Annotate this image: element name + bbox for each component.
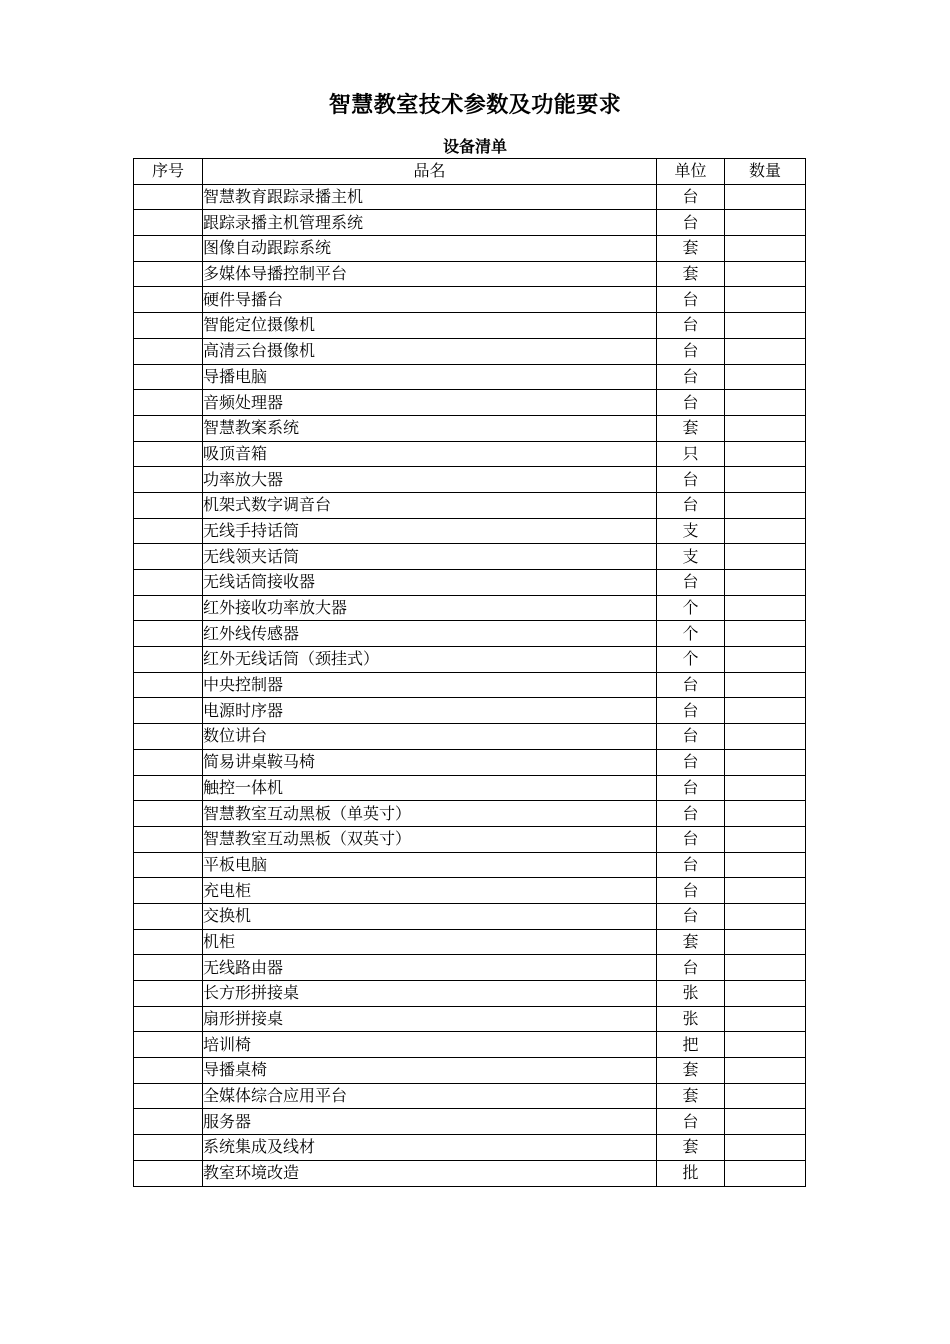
- table-row: [134, 492, 806, 518]
- quantity-cell: [725, 236, 806, 262]
- quantity-cell: [725, 261, 806, 287]
- unit-cell: 支: [657, 544, 725, 570]
- table-row: [134, 1006, 806, 1032]
- item-name-cell: 高清云台摄像机: [203, 338, 657, 364]
- serial-no-cell: [134, 570, 203, 596]
- quantity-cell: [725, 415, 806, 441]
- unit-cell: 台: [657, 390, 725, 416]
- unit-cell: 台: [657, 801, 725, 827]
- item-name-cell: 音频处理器: [203, 390, 657, 416]
- quantity-cell: [725, 955, 806, 981]
- item-name-cell: 全媒体综合应用平台: [203, 1083, 657, 1109]
- quantity-cell: [725, 595, 806, 621]
- table-row: [134, 1032, 806, 1058]
- quantity-cell: [725, 492, 806, 518]
- quantity-cell: [725, 287, 806, 313]
- serial-no-cell: [134, 184, 203, 210]
- quantity-cell: [725, 826, 806, 852]
- unit-cell: 台: [657, 852, 725, 878]
- unit-cell: 台: [657, 210, 725, 236]
- section-subtitle: 设备清单: [442, 137, 507, 156]
- table-row: [134, 595, 806, 621]
- quantity-cell: [725, 698, 806, 724]
- item-name-cell: 长方形拼接桌: [203, 981, 657, 1007]
- table-row: [134, 261, 806, 287]
- unit-cell: 批: [657, 1160, 725, 1186]
- quantity-cell: [725, 1032, 806, 1058]
- table-row: [134, 826, 806, 852]
- serial-no-cell: [134, 852, 203, 878]
- unit-cell: 台: [657, 570, 725, 596]
- serial-no-cell: [134, 364, 203, 390]
- serial-no-cell: [134, 1160, 203, 1186]
- table-row: [134, 672, 806, 698]
- quantity-cell: [725, 724, 806, 750]
- table-row: [134, 467, 806, 493]
- item-name-cell: 无线手持话筒: [203, 518, 657, 544]
- item-name-cell: 扇形拼接桌: [203, 1006, 657, 1032]
- table-row: [134, 338, 806, 364]
- table-row: [134, 775, 806, 801]
- item-name-cell: 红外接收功率放大器: [203, 595, 657, 621]
- unit-cell: 套: [657, 261, 725, 287]
- table-row: [134, 287, 806, 313]
- table-row: [134, 236, 806, 262]
- quantity-cell: [725, 441, 806, 467]
- table-row: [134, 749, 806, 775]
- page-title: 智慧教室技术参数及功能要求: [328, 93, 622, 118]
- serial-no-cell: [134, 1032, 203, 1058]
- quantity-cell: [725, 801, 806, 827]
- serial-no-cell: [134, 236, 203, 262]
- quantity-cell: [725, 364, 806, 390]
- quantity-cell: [725, 467, 806, 493]
- quantity-cell: [725, 672, 806, 698]
- table-row: [134, 878, 806, 904]
- item-name-cell: 中央控制器: [203, 672, 657, 698]
- item-name-cell: 跟踪录播主机管理系统: [203, 210, 657, 236]
- item-name-cell: 功率放大器: [203, 467, 657, 493]
- unit-cell: 套: [657, 1135, 725, 1161]
- table-row: [134, 955, 806, 981]
- table-row: [134, 852, 806, 878]
- serial-no-cell: [134, 544, 203, 570]
- table-row: [134, 724, 806, 750]
- equipment-table: [133, 158, 806, 1187]
- table-row: [134, 929, 806, 955]
- unit-cell: 台: [657, 467, 725, 493]
- unit-cell: 只: [657, 441, 725, 467]
- quantity-cell: [725, 647, 806, 673]
- table-row: [134, 313, 806, 339]
- quantity-cell: [725, 184, 806, 210]
- quantity-cell: [725, 544, 806, 570]
- quantity-cell: [725, 570, 806, 596]
- unit-cell: 把: [657, 1032, 725, 1058]
- serial-no-cell: [134, 1135, 203, 1161]
- unit-cell: 台: [657, 903, 725, 929]
- unit-cell: 台: [657, 184, 725, 210]
- unit-cell: 台: [657, 492, 725, 518]
- quantity-cell: [725, 852, 806, 878]
- header-quantity: 数量: [725, 159, 806, 185]
- quantity-cell: [725, 775, 806, 801]
- table-row: [134, 210, 806, 236]
- serial-no-cell: [134, 492, 203, 518]
- item-name-cell: 红外无线话筒（颈挂式）: [203, 647, 657, 673]
- item-name-cell: 机柜: [203, 929, 657, 955]
- unit-cell: 个: [657, 621, 725, 647]
- table-row: [134, 1083, 806, 1109]
- item-name-cell: 智慧教室互动黑板（双英寸）: [203, 826, 657, 852]
- quantity-cell: [725, 929, 806, 955]
- item-name-cell: 触控一体机: [203, 775, 657, 801]
- table-row: [134, 1160, 806, 1186]
- serial-no-cell: [134, 595, 203, 621]
- unit-cell: 台: [657, 826, 725, 852]
- item-name-cell: 系统集成及线材: [203, 1135, 657, 1161]
- serial-no-cell: [134, 981, 203, 1007]
- item-name-cell: 图像自动跟踪系统: [203, 236, 657, 262]
- item-name-cell: 导播电脑: [203, 364, 657, 390]
- quantity-cell: [725, 1083, 806, 1109]
- unit-cell: 个: [657, 595, 725, 621]
- serial-no-cell: [134, 415, 203, 441]
- quantity-cell: [725, 1160, 806, 1186]
- quantity-cell: [725, 1006, 806, 1032]
- quantity-cell: [725, 1109, 806, 1135]
- serial-no-cell: [134, 338, 203, 364]
- serial-no-cell: [134, 878, 203, 904]
- unit-cell: 台: [657, 338, 725, 364]
- item-name-cell: 智慧教案系统: [203, 415, 657, 441]
- unit-cell: 台: [657, 698, 725, 724]
- serial-no-cell: [134, 724, 203, 750]
- serial-no-cell: [134, 313, 203, 339]
- serial-no-cell: [134, 210, 203, 236]
- item-name-cell: 无线领夹话筒: [203, 544, 657, 570]
- serial-no-cell: [134, 441, 203, 467]
- item-name-cell: 充电柜: [203, 878, 657, 904]
- table-row: [134, 1135, 806, 1161]
- quantity-cell: [725, 621, 806, 647]
- item-name-cell: 硬件导播台: [203, 287, 657, 313]
- quantity-cell: [725, 749, 806, 775]
- item-name-cell: 平板电脑: [203, 852, 657, 878]
- unit-cell: 台: [657, 1109, 725, 1135]
- table-row: [134, 903, 806, 929]
- unit-cell: 套: [657, 415, 725, 441]
- table-row: [134, 1058, 806, 1084]
- item-name-cell: 红外线传感器: [203, 621, 657, 647]
- unit-cell: 张: [657, 1006, 725, 1032]
- table-row: [134, 441, 806, 467]
- unit-cell: 张: [657, 981, 725, 1007]
- item-name-cell: 智慧教育跟踪录播主机: [203, 184, 657, 210]
- unit-cell: 台: [657, 878, 725, 904]
- quantity-cell: [725, 1135, 806, 1161]
- unit-cell: 台: [657, 287, 725, 313]
- unit-cell: 台: [657, 775, 725, 801]
- serial-no-cell: [134, 1006, 203, 1032]
- unit-cell: 台: [657, 955, 725, 981]
- header-row: [134, 159, 806, 185]
- item-name-cell: 智能定位摄像机: [203, 313, 657, 339]
- unit-cell: 个: [657, 647, 725, 673]
- serial-no-cell: [134, 749, 203, 775]
- unit-cell: 台: [657, 724, 725, 750]
- quantity-cell: [725, 878, 806, 904]
- table-body: [134, 184, 806, 1186]
- table-row: [134, 544, 806, 570]
- table-row: [134, 184, 806, 210]
- unit-cell: 套: [657, 929, 725, 955]
- quantity-cell: [725, 903, 806, 929]
- table-header: [134, 159, 806, 185]
- quantity-cell: [725, 313, 806, 339]
- quantity-cell: [725, 338, 806, 364]
- quantity-cell: [725, 390, 806, 416]
- item-name-cell: 数位讲台: [203, 724, 657, 750]
- table-row: [134, 1109, 806, 1135]
- quantity-cell: [725, 981, 806, 1007]
- serial-no-cell: [134, 801, 203, 827]
- header-serial-no: 序号: [134, 159, 203, 185]
- table-row: [134, 518, 806, 544]
- header-unit: 单位: [657, 159, 725, 185]
- unit-cell: 套: [657, 236, 725, 262]
- item-name-cell: 简易讲桌鞍马椅: [203, 749, 657, 775]
- item-name-cell: 教室环境改造: [203, 1160, 657, 1186]
- serial-no-cell: [134, 1083, 203, 1109]
- unit-cell: 台: [657, 749, 725, 775]
- serial-no-cell: [134, 518, 203, 544]
- table-row: [134, 981, 806, 1007]
- item-name-cell: 无线路由器: [203, 955, 657, 981]
- serial-no-cell: [134, 826, 203, 852]
- unit-cell: 台: [657, 313, 725, 339]
- serial-no-cell: [134, 775, 203, 801]
- table-row: [134, 698, 806, 724]
- item-name-cell: 机架式数字调音台: [203, 492, 657, 518]
- serial-no-cell: [134, 903, 203, 929]
- table-row: [134, 621, 806, 647]
- serial-no-cell: [134, 929, 203, 955]
- unit-cell: 套: [657, 1083, 725, 1109]
- unit-cell: 套: [657, 1058, 725, 1084]
- item-name-cell: 培训椅: [203, 1032, 657, 1058]
- unit-cell: 台: [657, 672, 725, 698]
- item-name-cell: 服务器: [203, 1109, 657, 1135]
- serial-no-cell: [134, 1109, 203, 1135]
- table-row: [134, 570, 806, 596]
- serial-no-cell: [134, 955, 203, 981]
- table-row: [134, 415, 806, 441]
- item-name-cell: 电源时序器: [203, 698, 657, 724]
- item-name-cell: 无线话筒接收器: [203, 570, 657, 596]
- item-name-cell: 交换机: [203, 903, 657, 929]
- header-item-name: 品名: [203, 159, 657, 185]
- serial-no-cell: [134, 1058, 203, 1084]
- serial-no-cell: [134, 647, 203, 673]
- item-name-cell: 智慧教室互动黑板（单英寸）: [203, 801, 657, 827]
- serial-no-cell: [134, 621, 203, 647]
- serial-no-cell: [134, 261, 203, 287]
- quantity-cell: [725, 1058, 806, 1084]
- unit-cell: 支: [657, 518, 725, 544]
- item-name-cell: 吸顶音箱: [203, 441, 657, 467]
- table-row: [134, 647, 806, 673]
- serial-no-cell: [134, 287, 203, 313]
- unit-cell: 台: [657, 364, 725, 390]
- table-row: [134, 364, 806, 390]
- table-row: [134, 801, 806, 827]
- quantity-cell: [725, 518, 806, 544]
- serial-no-cell: [134, 390, 203, 416]
- serial-no-cell: [134, 467, 203, 493]
- item-name-cell: 导播桌椅: [203, 1058, 657, 1084]
- table-row: [134, 390, 806, 416]
- serial-no-cell: [134, 698, 203, 724]
- serial-no-cell: [134, 672, 203, 698]
- item-name-cell: 多媒体导播控制平台: [203, 261, 657, 287]
- quantity-cell: [725, 210, 806, 236]
